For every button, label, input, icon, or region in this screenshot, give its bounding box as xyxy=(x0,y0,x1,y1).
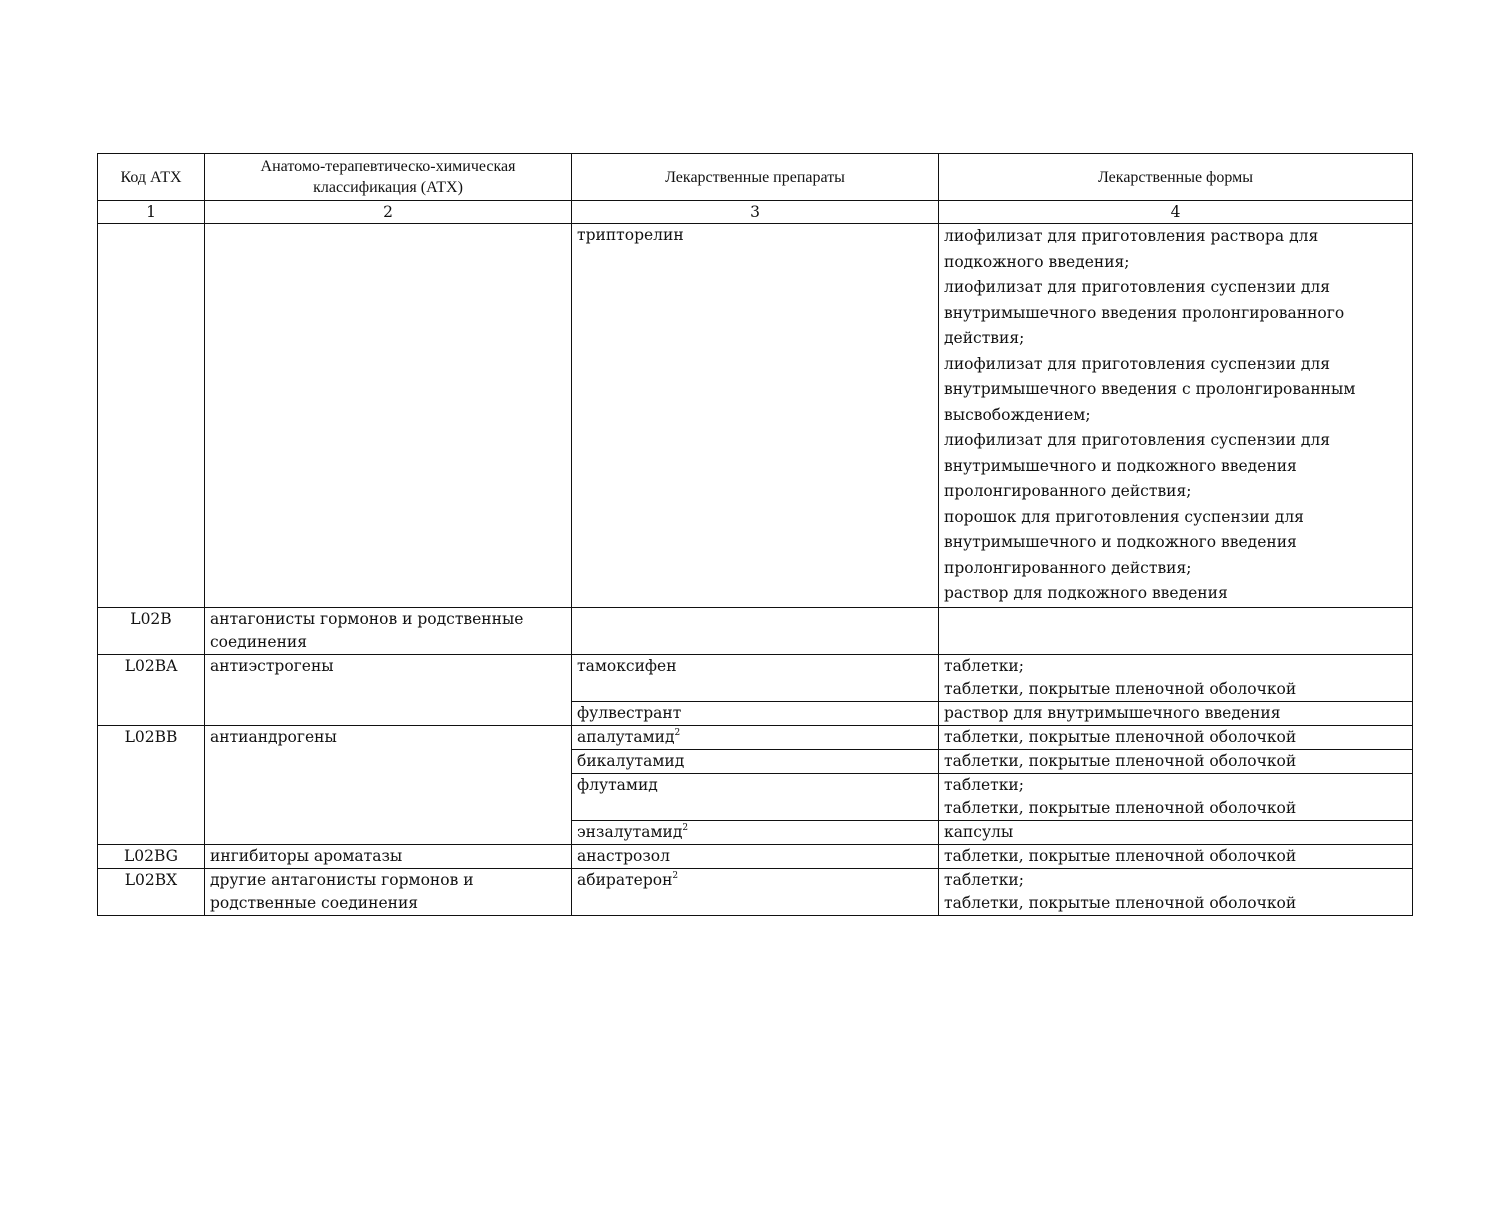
footnote-marker: 2 xyxy=(672,870,679,881)
dosage-form: лиофилизат для приготовления суспензии для внутримышечного и подкожного введения пролонгированного действия; xyxy=(944,431,1331,500)
dosage-form: таблетки, покрытые пленочной оболочкой xyxy=(944,679,1297,698)
forms-cell xyxy=(939,749,1413,773)
header-row xyxy=(98,154,1413,201)
dosage-form: раствор для подкожного введения xyxy=(944,584,1228,602)
table-row xyxy=(98,868,1413,915)
dosage-form: таблетки, покрытые пленочной оболочкой xyxy=(944,751,1297,770)
dosage-form: капсулы xyxy=(944,822,1014,841)
column-number-row xyxy=(98,201,1413,224)
table-row xyxy=(98,224,1413,608)
dosage-form: таблетки, покрытые пленочной оболочкой xyxy=(944,846,1297,865)
atx-code-cell: L02B xyxy=(98,607,205,654)
forms-cell xyxy=(939,820,1413,844)
dosage-form: таблетки, покрытые пленочной оболочкой xyxy=(944,727,1297,746)
drug-name: фулвестрант xyxy=(577,703,682,722)
drug-name: анастрозол xyxy=(577,846,670,865)
atx-classification-cell xyxy=(205,224,572,608)
table-row xyxy=(98,654,1413,701)
drug-cell xyxy=(572,820,939,844)
drug-cell xyxy=(572,725,939,749)
header-forms: Лекарственные формы xyxy=(939,154,1413,201)
forms-cell xyxy=(939,701,1413,725)
drug-cell xyxy=(572,701,939,725)
drug-cell xyxy=(572,607,939,654)
dosage-form: лиофилизат для приготовления суспензии для внутримышечного введения с пролонгированным высвобождением; xyxy=(944,354,1356,424)
dosage-form: таблетки; xyxy=(944,656,1024,675)
drug-cell xyxy=(572,224,939,608)
drug-cell xyxy=(572,654,939,701)
header-code: Код АТХ xyxy=(98,154,205,201)
footnote-marker: 2 xyxy=(674,727,681,738)
atx-classification-cell: антагонисты гормонов и родственные соединения xyxy=(205,607,572,654)
table-row xyxy=(98,725,1413,749)
header-drugs: Лекарственные препараты xyxy=(572,154,939,201)
table-row xyxy=(98,844,1413,868)
table-row xyxy=(98,607,1413,654)
column-number: 2 xyxy=(205,201,572,224)
dosage-form: лиофилизат для приготовления суспензии для внутримышечного введения пролонгированного действия; xyxy=(944,278,1345,347)
dosage-form: раствор для внутримышечного введения xyxy=(944,703,1281,722)
drug-cell xyxy=(572,844,939,868)
forms-cell xyxy=(939,725,1413,749)
drug-name: флутамид xyxy=(577,775,658,794)
dosage-form: таблетки; xyxy=(944,870,1024,889)
column-number: 1 xyxy=(98,201,205,224)
atx-code-cell xyxy=(98,224,205,608)
header-classification: Анатомо-терапевтическо-химическая классификация (АТХ) xyxy=(205,154,572,201)
drug-name: трипторелин xyxy=(577,226,684,244)
table-body xyxy=(98,224,1413,916)
dosage-form: таблетки; xyxy=(944,775,1024,794)
drug-cell xyxy=(572,868,939,915)
drug-name: энзалутамид xyxy=(577,822,683,841)
forms-cell xyxy=(939,607,1413,654)
column-number: 3 xyxy=(572,201,939,224)
atx-code-cell: L02BA xyxy=(98,654,205,725)
column-number: 4 xyxy=(939,201,1413,224)
atx-code-cell: L02BB xyxy=(98,725,205,844)
forms-cell xyxy=(939,773,1413,820)
drug-cell xyxy=(572,773,939,820)
drug-cell xyxy=(572,749,939,773)
forms-cell xyxy=(939,844,1413,868)
drug-name: апалутамид xyxy=(577,727,675,746)
atx-table xyxy=(97,153,1413,916)
atx-classification-cell: антиандрогены xyxy=(205,725,572,844)
forms-cell xyxy=(939,654,1413,701)
forms-cell xyxy=(939,868,1413,915)
dosage-form: порошок для приготовления суспензии для внутримышечного и подкожного введения пролонгированного действия; xyxy=(944,507,1304,577)
atx-classification-cell: антиэстрогены xyxy=(205,654,572,725)
atx-classification-cell: ингибиторы ароматазы xyxy=(205,844,572,868)
dosage-form: таблетки, покрытые пленочной оболочкой xyxy=(944,798,1297,817)
drug-name: абиратерон xyxy=(577,870,673,889)
dosage-form: лиофилизат для приготовления раствора для подкожного введения; xyxy=(944,227,1319,271)
footnote-marker: 2 xyxy=(682,822,689,833)
dosage-form: таблетки, покрытые пленочной оболочкой xyxy=(944,893,1297,912)
atx-classification-cell: другие антагонисты гормонов и родственные соединения xyxy=(205,868,572,915)
atx-code-cell: L02BG xyxy=(98,844,205,868)
forms-cell xyxy=(939,224,1413,608)
atx-code-cell: L02BX xyxy=(98,868,205,915)
drug-name: бикалутамид xyxy=(577,751,685,770)
drug-name: тамоксифен xyxy=(577,656,677,675)
